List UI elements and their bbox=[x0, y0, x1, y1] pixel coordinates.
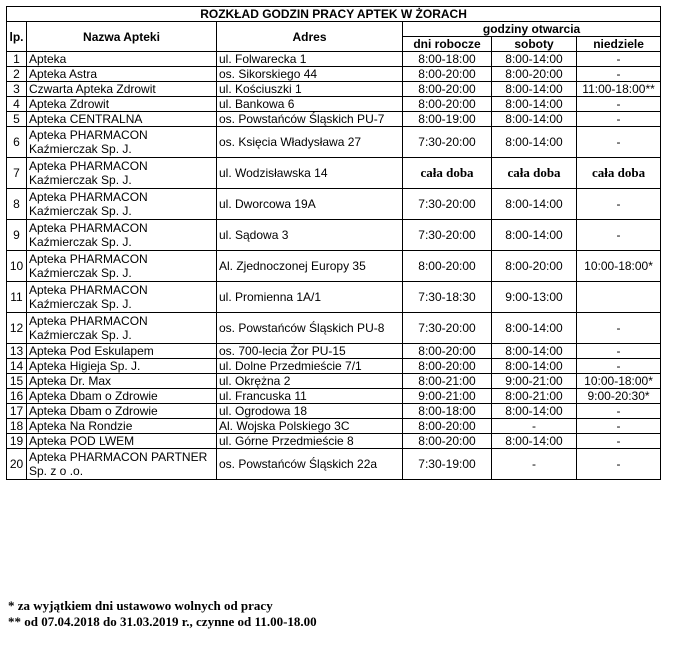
row-number: 15 bbox=[7, 374, 27, 389]
pharmacy-name bbox=[27, 313, 217, 344]
pharmacy-hours-table bbox=[6, 6, 661, 480]
hours-saturday: - bbox=[492, 419, 577, 434]
pharmacy-name bbox=[27, 97, 217, 112]
row-number: 8 bbox=[7, 189, 27, 220]
pharmacy-address: ul. Folwarecka 1 bbox=[217, 52, 403, 67]
table-row bbox=[7, 82, 661, 97]
hours-weekdays: 9:00-21:00 bbox=[403, 389, 492, 404]
pharmacy-name bbox=[27, 404, 217, 419]
hours-weekdays: 8:00-18:00 bbox=[403, 52, 492, 67]
table-row bbox=[7, 189, 661, 220]
pharmacy-address: ul. Ogrodowa 18 bbox=[217, 404, 403, 419]
pharmacy-name bbox=[27, 434, 217, 449]
hours-sunday: 9:00-20:30* bbox=[577, 389, 661, 404]
row-number: 13 bbox=[7, 344, 27, 359]
pharmacy-name bbox=[27, 189, 217, 220]
table-row bbox=[7, 282, 661, 313]
pharmacy-name-line: Apteka PHARMACON bbox=[29, 159, 148, 173]
pharmacy-name-line: Kaźmierczak Sp. J. bbox=[29, 297, 132, 311]
hours-saturday: cała doba bbox=[492, 158, 577, 189]
pharmacy-address: ul. Okrężna 2 bbox=[217, 374, 403, 389]
hours-sunday: - bbox=[577, 220, 661, 251]
pharmacy-name-line: Apteka PHARMACON PARTNER bbox=[29, 450, 208, 464]
pharmacy-name-line: Kaźmierczak Sp. J. bbox=[29, 235, 132, 249]
row-number: 2 bbox=[7, 67, 27, 82]
hours-weekdays: 8:00-20:00 bbox=[403, 359, 492, 374]
hours-sunday: - bbox=[577, 404, 661, 419]
hours-sunday: cała doba bbox=[577, 158, 661, 189]
pharmacy-name-line: Apteka PHARMACON bbox=[29, 221, 148, 235]
pharmacy-name-line: Kaźmierczak Sp. J. bbox=[29, 142, 132, 156]
header-hours: godziny otwarcia bbox=[403, 22, 661, 37]
pharmacy-name-line: Apteka Dr. Max bbox=[29, 374, 112, 388]
pharmacy-address: Al. Wojska Polskiego 3C bbox=[217, 419, 403, 434]
pharmacy-name bbox=[27, 282, 217, 313]
hours-weekdays: 7:30-20:00 bbox=[403, 189, 492, 220]
hours-saturday: 8:00-20:00 bbox=[492, 67, 577, 82]
pharmacy-address: os. Powstańców Śląskich 22a bbox=[217, 449, 403, 480]
pharmacy-name-line: Kaźmierczak Sp. J. bbox=[29, 204, 132, 218]
hours-saturday: 8:00-14:00 bbox=[492, 313, 577, 344]
hours-sunday: 10:00-18:00* bbox=[577, 374, 661, 389]
hours-weekdays: 8:00-20:00 bbox=[403, 344, 492, 359]
hours-sunday: - bbox=[577, 434, 661, 449]
hours-weekdays: 7:30-18:30 bbox=[403, 282, 492, 313]
pharmacy-address: ul. Dworcowa 19A bbox=[217, 189, 403, 220]
table-row bbox=[7, 374, 661, 389]
table-row bbox=[7, 127, 661, 158]
hours-weekdays: 7:30-20:00 bbox=[403, 127, 492, 158]
pharmacy-name-line: Apteka PHARMACON bbox=[29, 190, 148, 204]
hours-sunday: - bbox=[577, 97, 661, 112]
table-row bbox=[7, 220, 661, 251]
row-number: 9 bbox=[7, 220, 27, 251]
row-number: 20 bbox=[7, 449, 27, 480]
header-weekdays: dni robocze bbox=[403, 37, 492, 52]
table-row bbox=[7, 449, 661, 480]
pharmacy-address: os. Powstańców Śląskich PU-8 bbox=[217, 313, 403, 344]
pharmacy-name-line: Apteka PHARMACON bbox=[29, 283, 148, 297]
hours-saturday: - bbox=[492, 449, 577, 480]
footnotes bbox=[8, 598, 317, 630]
table-row bbox=[7, 359, 661, 374]
pharmacy-name-line: Kaźmierczak Sp. J. bbox=[29, 266, 132, 280]
hours-weekdays: 8:00-20:00 bbox=[403, 67, 492, 82]
hours-saturday: 8:00-14:00 bbox=[492, 189, 577, 220]
table-row bbox=[7, 313, 661, 344]
hours-sunday: - bbox=[577, 127, 661, 158]
row-number: 14 bbox=[7, 359, 27, 374]
hours-saturday: 8:00-14:00 bbox=[492, 220, 577, 251]
header-sunday: niedziele bbox=[577, 37, 661, 52]
hours-saturday: 8:00-20:00 bbox=[492, 251, 577, 282]
hours-saturday: 8:00-14:00 bbox=[492, 404, 577, 419]
header-saturday: soboty bbox=[492, 37, 577, 52]
header-name: Nazwa Apteki bbox=[27, 22, 217, 52]
pharmacy-name bbox=[27, 127, 217, 158]
pharmacy-name bbox=[27, 251, 217, 282]
hours-sunday: 11:00-18:00** bbox=[577, 82, 661, 97]
row-number: 18 bbox=[7, 419, 27, 434]
pharmacy-address: Al. Zjednoczonej Europy 35 bbox=[217, 251, 403, 282]
hours-weekdays: 8:00-20:00 bbox=[403, 82, 492, 97]
hours-saturday: 8:00-14:00 bbox=[492, 82, 577, 97]
hours-weekdays: 8:00-20:00 bbox=[403, 251, 492, 282]
hours-sunday: - bbox=[577, 52, 661, 67]
hours-sunday: - bbox=[577, 449, 661, 480]
pharmacy-name-line: Apteka POD LWEM bbox=[29, 434, 135, 448]
pharmacy-name-line: Apteka Pod Eskulapem bbox=[29, 344, 154, 358]
hours-saturday: 8:00-14:00 bbox=[492, 434, 577, 449]
hours-weekdays: 8:00-20:00 bbox=[403, 97, 492, 112]
hours-sunday: - bbox=[577, 67, 661, 82]
footnote-2: ** od 07.04.2018 do 31.03.2019 r., czynne od 11.00-18.00 bbox=[8, 614, 317, 629]
pharmacy-address: os. Sikorskiego 44 bbox=[217, 67, 403, 82]
table-row bbox=[7, 344, 661, 359]
hours-saturday: 8:00-14:00 bbox=[492, 97, 577, 112]
pharmacy-name-line: Apteka PHARMACON bbox=[29, 128, 148, 142]
hours-sunday: - bbox=[577, 313, 661, 344]
hours-weekdays: 7:30-20:00 bbox=[403, 220, 492, 251]
table-row bbox=[7, 389, 661, 404]
pharmacy-name bbox=[27, 82, 217, 97]
table-row bbox=[7, 158, 661, 189]
pharmacy-name-line: Sp. z o .o. bbox=[29, 464, 84, 478]
hours-weekdays: 8:00-20:00 bbox=[403, 419, 492, 434]
hours-weekdays: 8:00-19:00 bbox=[403, 112, 492, 127]
pharmacy-name bbox=[27, 389, 217, 404]
pharmacy-name-line: Apteka Dbam o Zdrowie bbox=[29, 389, 158, 403]
hours-saturday: 9:00-13:00 bbox=[492, 282, 577, 313]
hours-saturday: 8:00-21:00 bbox=[492, 389, 577, 404]
row-number: 5 bbox=[7, 112, 27, 127]
table-row bbox=[7, 404, 661, 419]
row-number: 1 bbox=[7, 52, 27, 67]
pharmacy-address: ul. Sądowa 3 bbox=[217, 220, 403, 251]
table-row bbox=[7, 52, 661, 67]
table-row bbox=[7, 419, 661, 434]
header-lp: lp. bbox=[7, 22, 27, 52]
hours-sunday: - bbox=[577, 189, 661, 220]
pharmacy-name bbox=[27, 220, 217, 251]
pharmacy-name bbox=[27, 344, 217, 359]
hours-saturday: 8:00-14:00 bbox=[492, 359, 577, 374]
table-row bbox=[7, 97, 661, 112]
table-row bbox=[7, 251, 661, 282]
table-title: ROZKŁAD GODZIN PRACY APTEK W ŻORACH bbox=[7, 7, 661, 22]
row-number: 19 bbox=[7, 434, 27, 449]
hours-saturday: 8:00-14:00 bbox=[492, 52, 577, 67]
row-number: 6 bbox=[7, 127, 27, 158]
pharmacy-name-line: Apteka Na Rondzie bbox=[29, 419, 133, 433]
hours-weekdays: cała doba bbox=[403, 158, 492, 189]
hours-saturday: 8:00-14:00 bbox=[492, 127, 577, 158]
row-number: 12 bbox=[7, 313, 27, 344]
footnote-1: * za wyjątkiem dni ustawowo wolnych od pracy bbox=[8, 598, 273, 613]
pharmacy-address: os. Powstańców Śląskich PU-7 bbox=[217, 112, 403, 127]
pharmacy-name-line: Apteka Zdrowit bbox=[29, 97, 110, 111]
header-address: Adres bbox=[217, 22, 403, 52]
hours-weekdays: 8:00-21:00 bbox=[403, 374, 492, 389]
hours-weekdays: 8:00-18:00 bbox=[403, 404, 492, 419]
pharmacy-name-line: Apteka Dbam o Zdrowie bbox=[29, 404, 158, 418]
pharmacy-address: ul. Dolne Przedmieście 7/1 bbox=[217, 359, 403, 374]
row-number: 11 bbox=[7, 282, 27, 313]
hours-sunday: - bbox=[577, 359, 661, 374]
pharmacy-name bbox=[27, 67, 217, 82]
hours-sunday: - bbox=[577, 112, 661, 127]
table-row bbox=[7, 112, 661, 127]
pharmacy-address: ul. Kościuszki 1 bbox=[217, 82, 403, 97]
pharmacy-name-line: Kaźmierczak Sp. J. bbox=[29, 173, 132, 187]
pharmacy-name bbox=[27, 374, 217, 389]
row-number: 7 bbox=[7, 158, 27, 189]
hours-sunday: - bbox=[577, 419, 661, 434]
hours-weekdays: 7:30-19:00 bbox=[403, 449, 492, 480]
pharmacy-address: os. 700-lecia Żor PU-15 bbox=[217, 344, 403, 359]
pharmacy-name-line: Apteka bbox=[29, 52, 67, 66]
hours-weekdays: 8:00-20:00 bbox=[403, 434, 492, 449]
table-row bbox=[7, 67, 661, 82]
row-number: 3 bbox=[7, 82, 27, 97]
hours-sunday bbox=[577, 282, 661, 313]
pharmacy-address: ul. Francuska 11 bbox=[217, 389, 403, 404]
row-number: 16 bbox=[7, 389, 27, 404]
pharmacy-name-line: Apteka CENTRALNA bbox=[29, 112, 143, 126]
pharmacy-name bbox=[27, 112, 217, 127]
pharmacy-name-line: Apteka Higieja Sp. J. bbox=[29, 359, 141, 373]
row-number: 4 bbox=[7, 97, 27, 112]
table-row bbox=[7, 434, 661, 449]
pharmacy-name bbox=[27, 158, 217, 189]
pharmacy-name-line: Kaźmierczak Sp. J. bbox=[29, 328, 132, 342]
pharmacy-address: ul. Górne Przedmieście 8 bbox=[217, 434, 403, 449]
pharmacy-name bbox=[27, 419, 217, 434]
pharmacy-name-line: Apteka PHARMACON bbox=[29, 314, 148, 328]
hours-weekdays: 7:30-20:00 bbox=[403, 313, 492, 344]
pharmacy-address: ul. Promienna 1A/1 bbox=[217, 282, 403, 313]
pharmacy-name-line: Apteka Astra bbox=[29, 67, 98, 81]
pharmacy-name bbox=[27, 52, 217, 67]
hours-sunday: - bbox=[577, 344, 661, 359]
pharmacy-address: ul. Wodzisławska 14 bbox=[217, 158, 403, 189]
hours-saturday: 8:00-14:00 bbox=[492, 344, 577, 359]
pharmacy-name bbox=[27, 359, 217, 374]
row-number: 17 bbox=[7, 404, 27, 419]
pharmacy-name-line: Apteka PHARMACON bbox=[29, 252, 148, 266]
pharmacy-address: ul. Bankowa 6 bbox=[217, 97, 403, 112]
pharmacy-name-line: Czwarta Apteka Zdrowit bbox=[29, 82, 156, 96]
pharmacy-name bbox=[27, 449, 217, 480]
pharmacy-address: os. Księcia Władysława 27 bbox=[217, 127, 403, 158]
hours-sunday: 10:00-18:00* bbox=[577, 251, 661, 282]
hours-saturday: 8:00-14:00 bbox=[492, 112, 577, 127]
table-body bbox=[7, 52, 661, 480]
row-number: 10 bbox=[7, 251, 27, 282]
hours-saturday: 9:00-21:00 bbox=[492, 374, 577, 389]
